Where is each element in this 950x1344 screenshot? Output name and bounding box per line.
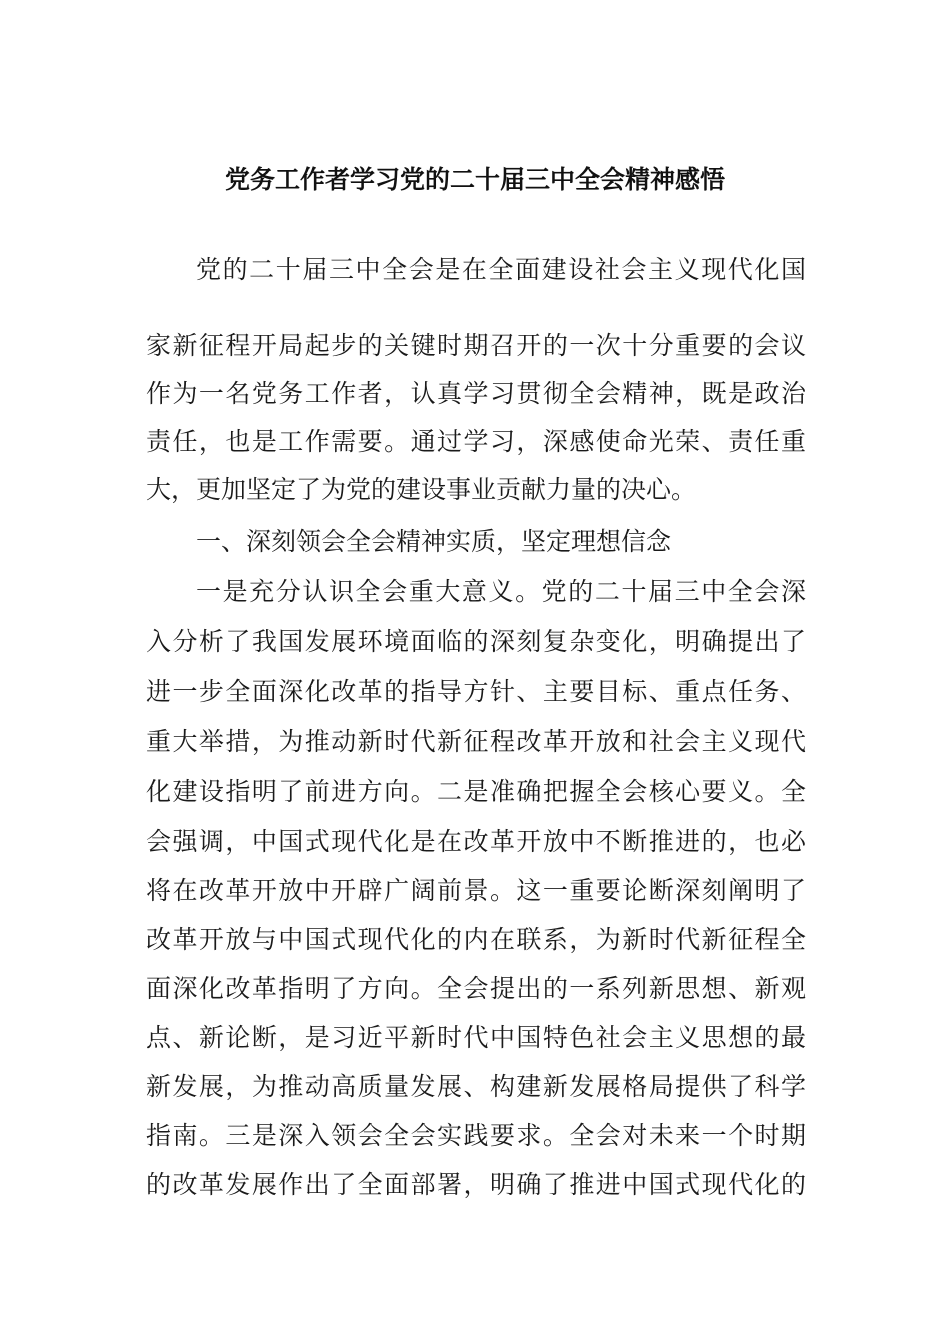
paragraph-line: 会强调，中国式现代化是在改革开放中不断推进的，也必 xyxy=(146,827,806,856)
paragraph-line: 改革开放与中国式现代化的内在联系，为新时代新征程全 xyxy=(146,925,806,954)
paragraph-line: 大，更加坚定了为党的建设事业贡献力量的决心。 xyxy=(146,475,697,504)
paragraph-line: 将在改革开放中开辟广阔前景。这一重要论断深刻阐明了 xyxy=(146,876,806,905)
paragraph-line: 责任，也是工作需要。通过学习，深感使命光荣、责任重 xyxy=(146,427,806,456)
paragraph-line: 面深化改革指明了方向。全会提出的一系列新思想、新观 xyxy=(146,974,806,1003)
paragraph-line: 进一步全面深化改革的指导方针、主要目标、重点任务、 xyxy=(146,677,806,706)
paragraph-line: 一是充分认识全会重大意义。党的二十届三中全会深 xyxy=(196,577,806,606)
paragraph-line: 新发展，为推动高质量发展、构建新发展格局提供了科学 xyxy=(146,1072,806,1101)
document-title: 党务工作者学习党的二十届三中全会精神感悟 xyxy=(224,165,725,194)
section-heading: 一、深刻领会全会精神实质，坚定理想信念 xyxy=(196,527,672,556)
paragraph-line: 家新征程开局起步的关键时期召开的一次十分重要的会议 xyxy=(146,331,806,360)
paragraph-line: 入分析了我国发展环境面临的深刻复杂变化，明确提出了 xyxy=(146,627,806,656)
paragraph-line: 点、新论断，是习近平新时代中国特色社会主义思想的最 xyxy=(146,1023,806,1052)
paragraph-line: 党的二十届三中全会是在全面建设社会主义现代化国 xyxy=(196,255,806,284)
paragraph-line: 化建设指明了前进方向。二是准确把握全会核心要义。全 xyxy=(146,777,806,806)
paragraph-line: 重大举措，为推动新时代新征程改革开放和社会主义现代 xyxy=(146,727,806,756)
paragraph-line: 指南。三是深入领会全会实践要求。全会对未来一个时期 xyxy=(146,1121,806,1150)
paragraph-line: 作为一名党务工作者，认真学习贯彻全会精神，既是政治 xyxy=(146,379,806,408)
paragraph-line: 的改革发展作出了全面部署，明确了推进中国式现代化的 xyxy=(146,1170,806,1199)
